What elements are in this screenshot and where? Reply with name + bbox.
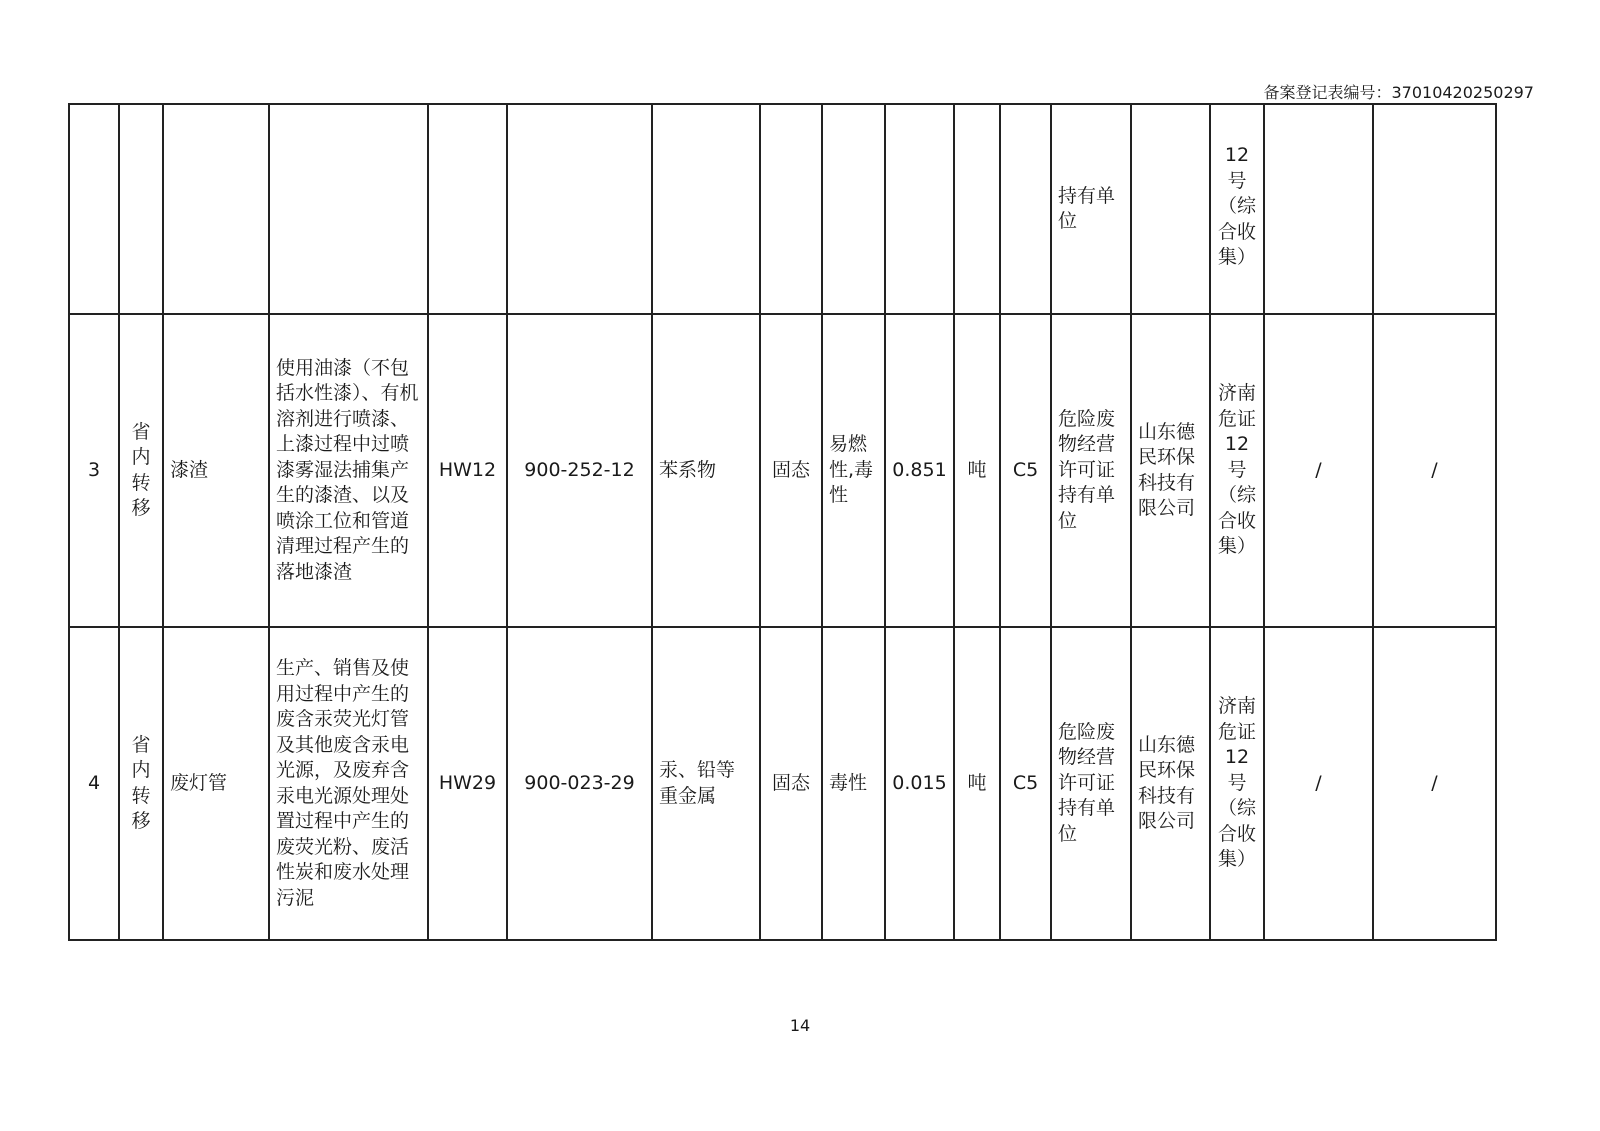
category-cell	[428, 104, 507, 314]
form-cell	[760, 104, 822, 314]
table-row	[69, 104, 1496, 314]
amount-cell	[885, 104, 954, 314]
table-row	[69, 627, 1496, 940]
receiver-name-cell	[1131, 104, 1210, 314]
form-cell: 固态	[760, 627, 822, 940]
code-cell	[507, 104, 652, 314]
code-cell: 900-023-29	[507, 627, 652, 940]
component-cell	[652, 104, 760, 314]
disposal-code-cell: C5	[1000, 314, 1051, 627]
hazard-property-cell: 毒性	[822, 627, 885, 940]
column-15-cell	[1264, 104, 1373, 314]
code-cell: 900-252-12	[507, 314, 652, 627]
unit-cell: 吨	[954, 627, 1000, 940]
component-cell: 汞、铅等重金属	[652, 627, 760, 940]
amount-cell: 0.851	[885, 314, 954, 627]
transfer-type-cell: 省内转移	[119, 627, 163, 940]
source-desc-cell	[269, 104, 428, 314]
waste-name-cell: 废灯管	[163, 627, 269, 940]
source-desc-cell: 生产、销售及使用过程中产生的废含汞荧光灯管及其他废含汞电光源，及废弃含汞电光源处理处置过程中产生的废荧光粉、废活性炭和废水处理污泥	[269, 627, 428, 940]
disposal-code-cell: C5	[1000, 627, 1051, 940]
receiver-name-cell: 山东德民环保科技有限公司	[1131, 627, 1210, 940]
column-16-cell: /	[1373, 314, 1496, 627]
receiver-name-cell: 山东德民环保科技有限公司	[1131, 314, 1210, 627]
permit-number-cell: 济南危证12号（综合收集）	[1210, 627, 1264, 940]
receiver-type-cell: 持有单位	[1051, 104, 1131, 314]
disposal-code-cell	[1000, 104, 1051, 314]
unit-cell	[954, 104, 1000, 314]
component-cell: 苯系物	[652, 314, 760, 627]
column-15-cell: /	[1264, 627, 1373, 940]
source-desc-cell: 使用油漆（不包括水性漆）、有机溶剂进行喷漆、上漆过程中过喷漆雾湿法捕集产生的漆渣、以及喷涂工位和管道清理过程产生的落地漆渣	[269, 314, 428, 627]
hazard-property-cell	[822, 104, 885, 314]
permit-number-cell	[1210, 104, 1264, 314]
registration-number: 备案登记表编号：37010420250297	[1263, 83, 1534, 102]
unit-cell: 吨	[954, 314, 1000, 627]
waste-name-cell	[163, 104, 269, 314]
amount-cell: 0.015	[885, 627, 954, 940]
table-row	[69, 314, 1496, 627]
permit-number-text: 12号（综合收集）	[1217, 144, 1256, 269]
page-number: 14	[789, 1016, 811, 1035]
seq-cell: 3	[69, 314, 119, 627]
column-16-cell	[1373, 104, 1496, 314]
hazardous-waste-table	[68, 103, 1497, 941]
receiver-type-cell: 危险废物经营许可证持有单位	[1051, 627, 1131, 940]
column-16-cell: /	[1373, 627, 1496, 940]
column-15-cell: /	[1264, 314, 1373, 627]
transfer-type-cell	[119, 104, 163, 314]
waste-name-cell: 漆渣	[163, 314, 269, 627]
seq-cell: 4	[69, 627, 119, 940]
transfer-type-cell: 省内转移	[119, 314, 163, 627]
receiver-type-cell: 危险废物经营许可证持有单位	[1051, 314, 1131, 627]
form-cell: 固态	[760, 314, 822, 627]
seq-cell	[69, 104, 119, 314]
category-cell: HW12	[428, 314, 507, 627]
permit-number-cell: 济南危证12号（综合收集）	[1210, 314, 1264, 627]
category-cell: HW29	[428, 627, 507, 940]
hazard-property-cell: 易燃性,毒性	[822, 314, 885, 627]
